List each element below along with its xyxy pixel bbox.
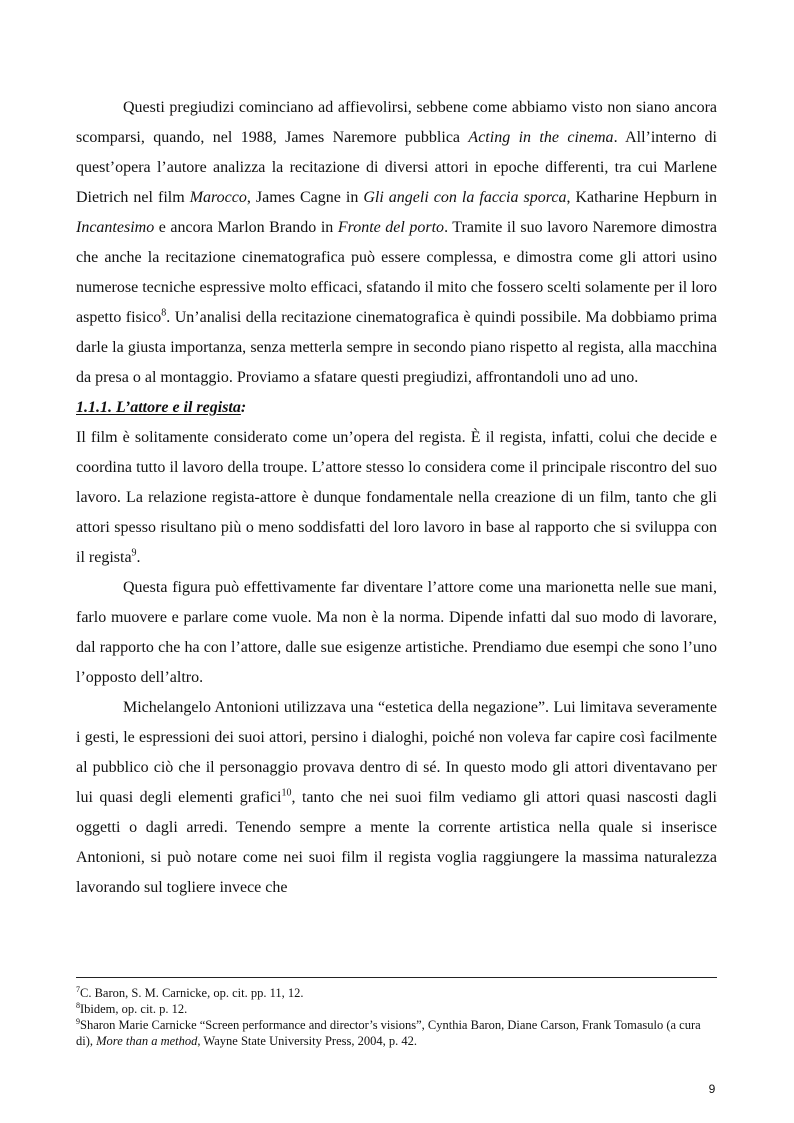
footnote-9: $^9$Sharon Marie Carnicke “Screen performance and director’s visions”, Cynthia Baron, Diane Carson, Frank Tomasulo (a cura di), More than a method, Wayne State University Press, 2004, p. 42. bbox=[76, 1016, 701, 1048]
book-title-acting-in-the-cinema: Acting in the cinema bbox=[468, 129, 614, 146]
footnote-separator bbox=[76, 977, 717, 978]
film-title-fronte-del-porto: Fronte del porto bbox=[337, 219, 445, 236]
footnote-7: $^7$C. Baron, S. M. Carnicke, op. cit. pp. 11, 12. bbox=[76, 984, 304, 1000]
paragraph-antonioni: Michelangelo Antonioni utilizzava una “estetica della negazione”. Lui limitava severamente i gesti, le espressioni dei suoi attori, persino i dialoghi, poiché non voleva far capire così facilmente al pubblico ciò che il personaggio provava dentro di sé. In questo modo gli attori diventavano per lui quasi degli elementi grafici$^{10}$, tanto che nei suoi film vediamo gli attori quasi nascosti dagli oggetti o dagli arredi. Tenendo sempre a mente la corrente artistica nella quale si inserisce Antonioni, si può notare come nei suoi film il regista voglia raggiungere la massima naturalezza lavorando sul togliere invece che bbox=[76, 699, 718, 896]
section-heading: 1.1.1. L’attore e il regista: bbox=[76, 399, 247, 416]
film-title-marocco: Marocco bbox=[189, 189, 247, 206]
footnote-ref-9[interactable]: 9 bbox=[131, 547, 137, 559]
film-title-gli-angeli: Gli angeli con la faccia sporca bbox=[363, 189, 567, 206]
paragraph-regista: Il film è solitamente considerato come un’opera del regista. È il regista, infatti, colui che decide e coordina tutto il lavoro della troupe. L’attore stesso lo considera come il principale riscontro del suo lavoro. La relazione regista-attore è dunque fondamentale nella creazione di un film, tanto che gli attori spesso risultano più o meno soddisfatti del loro lavoro in base al rapporto che si sviluppa con il regista$^9$. bbox=[76, 429, 717, 566]
book-title-more-than-a-method: More than a method bbox=[96, 1034, 198, 1048]
footnote-ref-10[interactable]: 10 bbox=[281, 787, 292, 799]
body-text bbox=[76, 93, 717, 903]
footnote-8: $^8$Ibidem, op. cit. p. 12. bbox=[76, 1000, 188, 1016]
footnotes bbox=[76, 985, 717, 1049]
footnote-ref-8[interactable]: 8 bbox=[161, 307, 167, 319]
page-number: 9 bbox=[708, 1082, 716, 1096]
section-heading-title: 1.1.1. L’attore e il regista bbox=[76, 399, 241, 416]
paragraph-marionetta: Questa figura può effettivamente far diventare l’attore come una marionetta nelle sue mani, farlo muovere e parlare come vuole. Ma non è la norma. Dipende infatti dal suo modo di lavorare, dal rapporto che ha con l’attore, dalle sue esigenze artistiche. Prendiamo due esempi che sono l’uno l’opposto dell’altro. bbox=[76, 579, 717, 686]
film-title-incantesimo: Incantesimo bbox=[76, 219, 155, 236]
paragraph-naremore: Questi pregiudizi cominciano ad affievolirsi, sebbene come abbiamo visto non siano ancora scomparsi, quando, nel 1988, James Naremore pubblica Acting in the cinema. All’interno di quest’opera l’autore analizza la recitazione di diversi attori in epoche differenti, tra cui Marlene Dietrich nel film Marocco, James Cagne in Gli angeli con la faccia sporca, Katharine Hepburn in Incantesimo e ancora Marlon Brando in Fronte del porto. Tramite il suo lavoro Naremore dimostra che anche la recitazione cinematografica può essere complessa, e dimostra come gli attori usino numerose tecniche espressive molto efficaci, sfatando il mito che fossero scelti solamente per il loro aspetto fisico$^8$. Un’analisi della recitazione cinematografica è quindi possibile. Ma dobbiamo prima darle la giusta importanza, senza metterla sempre in secondo piano rispetto al regista, alla macchina da presa o al montaggio. Proviamo a sfatare questi pregiudizi, affrontandoli uno ad uno. bbox=[76, 99, 718, 386]
